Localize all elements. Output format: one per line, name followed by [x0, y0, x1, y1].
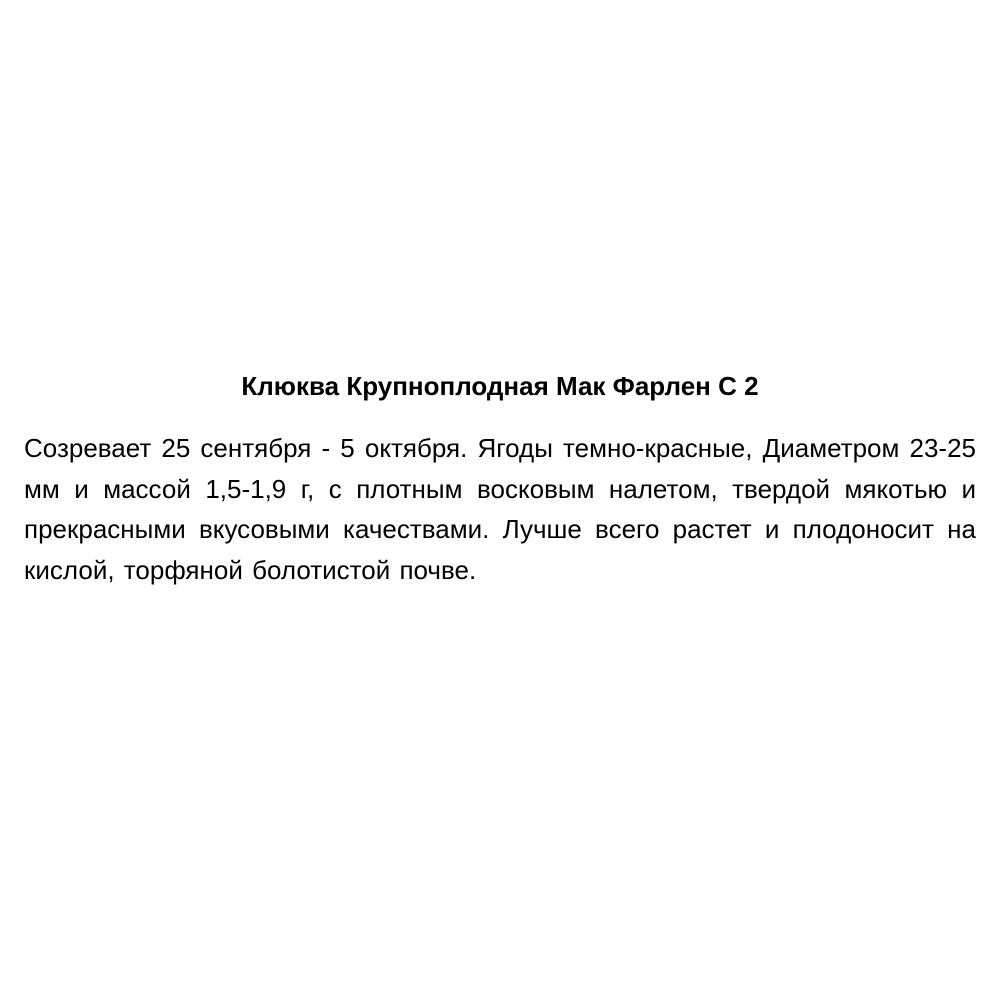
product-title: Клюква Крупноплодная Мак Фарлен С 2 [241, 371, 759, 401]
product-description: Созревает 25 сентября - 5 октября. Ягоды темно-красные, Диаметром 23-25 мм и массой 1,5-1,9 г, с плотным восковым налетом, твердой мякотью и прекрасными вкусовыми качествами. Лучше всего растет и плодоносит на кислой, торфяной болотистой почве. [24, 433, 976, 585]
document-body [24, 366, 976, 590]
